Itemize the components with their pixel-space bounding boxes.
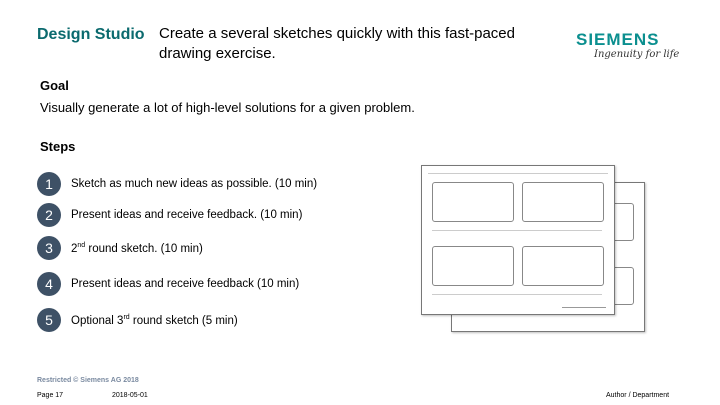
step-item (37, 236, 203, 260)
footer-page-number: Page 17 (37, 392, 64, 399)
sketch-box (522, 182, 604, 222)
step-item (37, 308, 238, 332)
step-text: Optional 3rd round sketch (5 min) (71, 313, 238, 327)
sketch-box (612, 267, 634, 305)
step-item (37, 203, 302, 227)
page-subtitle: Create a several sketches quickly with this fast-paced drawing exercise. (159, 25, 515, 62)
sketch-box (432, 182, 514, 222)
footer-restricted: Restricted © Siemens AG 2018 (37, 377, 139, 384)
footer-author: Author / Department (606, 392, 670, 399)
sheet-header-line (428, 173, 608, 174)
siemens-logo (576, 30, 686, 60)
step-item (37, 272, 299, 296)
step-number-badge: 5 (37, 308, 61, 332)
sketch-box (432, 246, 514, 286)
logo-tagline: Ingenuity for life (594, 49, 680, 60)
step-text: Sketch as much new ideas as possible. (10 min) (71, 178, 318, 190)
step-number-badge: 3 (37, 236, 61, 260)
page-title: Design Studio (37, 26, 145, 43)
sheet-note-line (432, 294, 602, 295)
step-item (37, 172, 317, 196)
logo-wordmark: SIEMENS (576, 30, 660, 49)
sheet-footer-line (562, 307, 606, 308)
steps-heading: Steps (40, 139, 76, 154)
step-number-badge: 1 (37, 172, 61, 196)
step-text: Present ideas and receive feedback. (10 min) (71, 209, 303, 221)
sheet-note-line (432, 230, 602, 231)
sketch-box (522, 246, 604, 286)
sketch-box (612, 203, 634, 241)
step-text: Present ideas and receive feedback (10 min) (71, 278, 300, 290)
goal-heading: Goal (40, 78, 69, 93)
front-sketch-sheet (421, 165, 615, 315)
goal-text: Visually generate a lot of high-level solutions for a given problem. (40, 100, 415, 115)
step-number-badge: 2 (37, 203, 61, 227)
footer-date: 2018-05-01 (112, 392, 148, 399)
step-number-badge: 4 (37, 272, 61, 296)
step-text: 2nd round sketch. (10 min) (71, 241, 203, 255)
